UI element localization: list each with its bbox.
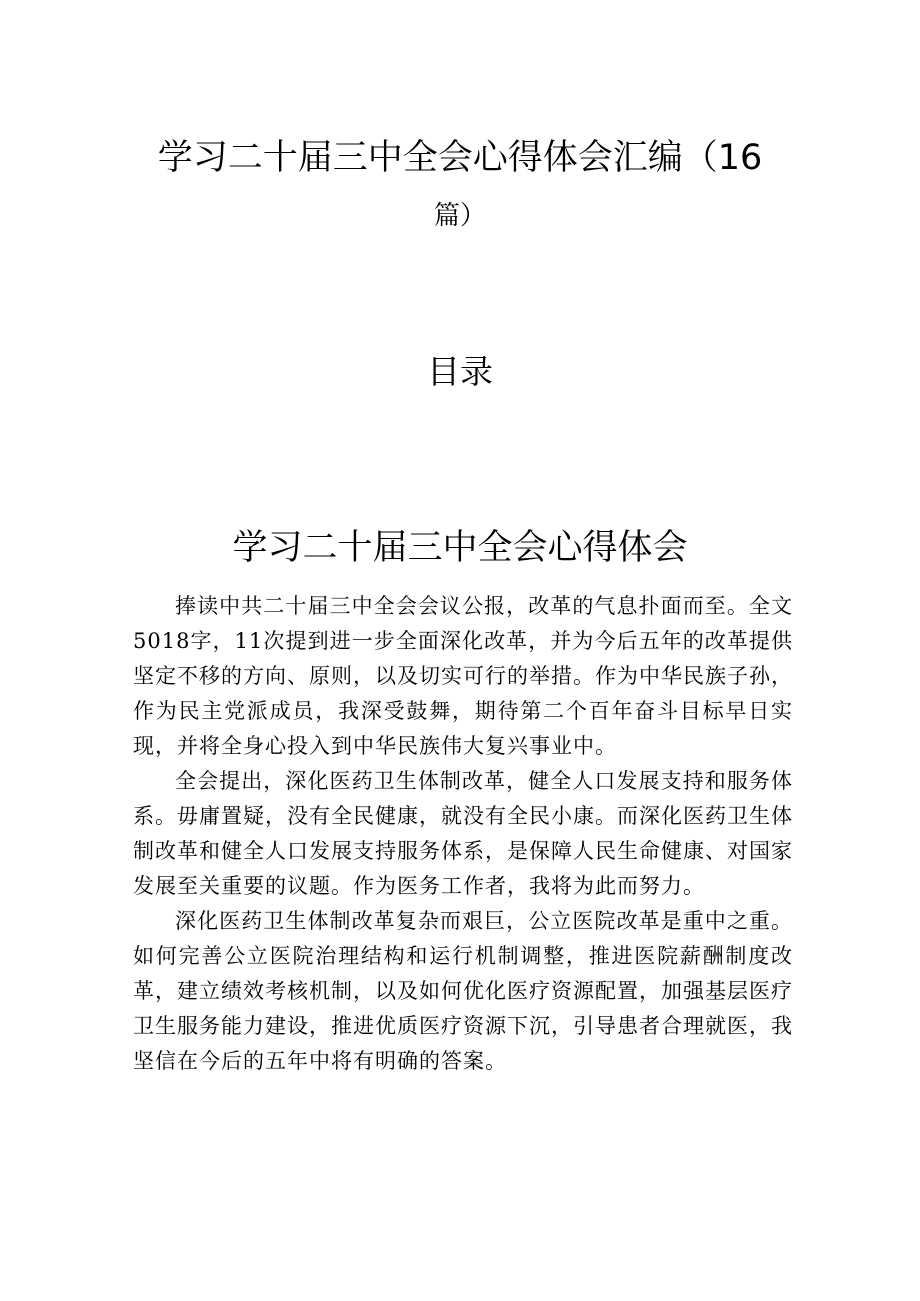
paragraph-2: 全会提出，深化医药卫生体制改革，健全人口发展支持和服务体系。毋庸置疑，没有全民健康，就没有全民小康。而深化医药卫生体制改革和健全人口发展支持服务体系，是保障人民生命健康、对国家发展至关重要的议题。作为医务工作者，我将为此而努力。 (133, 769, 793, 898)
document-title-line-2: 篇） (433, 201, 486, 231)
toc-heading: 目录 (427, 352, 493, 391)
body-text (133, 589, 793, 1079)
paragraph-1: 捧读中共二十届三中全会会议公报，改革的气息扑面而至。全文5018字，11次提到进一步全面深化改革，并为今后五年的改革提供坚定不移的方向、原则，以及切实可行的举措。作为中华民族子孙，作为民主党派成员，我深受鼓舞，期待第二个百年奋斗目标早日实现，并将全身心投入到中华民族伟大复兴事业中。 (133, 594, 793, 758)
document-title-line-1: 学习二十届三中全会心得体会汇编（16 (157, 138, 763, 178)
paragraph-3: 深化医药卫生体制改革复杂而艰巨，公立医院改革是重中之重。如何完善公立医院治理结构和运行机制调整，推进医院薪酬制度改革，建立绩效考核机制，以及如何优化医疗资源配置，加强基层医疗卫生服务能力建设，推进优质医疗资源下沉，引导患者合理就医，我坚信在今后的五年中将有明确的答案。 (133, 909, 793, 1073)
section-heading: 学习二十届三中全会心得体会 (232, 528, 688, 568)
